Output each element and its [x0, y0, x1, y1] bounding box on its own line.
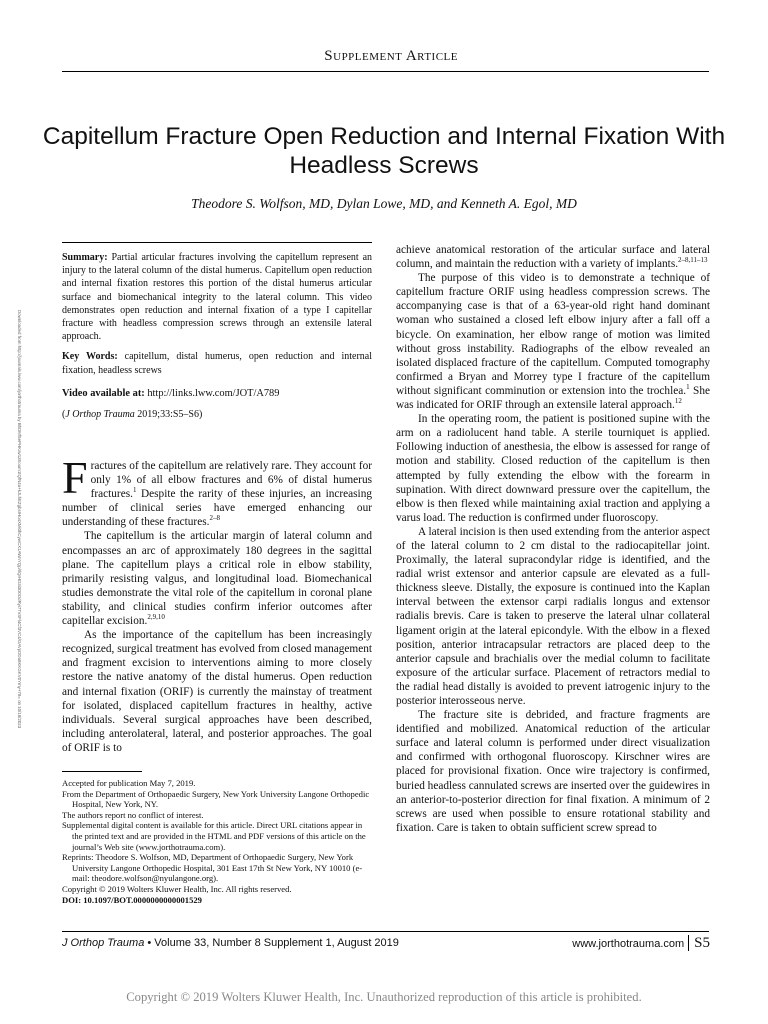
- footnotes: [62, 778, 374, 905]
- paragraph: As the importance of the capitellum has been increasingly recognized, surgical treatment has evolved from closed management and fragment excision to interventions aiming to more closely restore the native anatomy of the distal humerus. Open reduction and internal fixation (ORIF) is currently the mainstay of treatment for isolated, displaced capitellum fractures in healthy, active individuals. Several surgical approaches have been described, including anterolateral, lateral, and posterior approaches. The goal of ORIF is to: [62, 629, 372, 754]
- citation-ref: 1: [686, 383, 690, 392]
- footnote: Accepted for publication May 7, 2019.: [62, 778, 196, 788]
- keywords: [62, 350, 372, 376]
- paragraph: [396, 271, 710, 412]
- footer-site: [572, 935, 710, 952]
- footnote-rule: [62, 771, 142, 772]
- article-title: Capitellum Fracture Open Reduction and Internal Fixation With Headless Screws: [42, 123, 726, 179]
- author-list: Theodore S. Wolfson, MD, Dylan Lowe, MD, and Kenneth A. Egol, MD: [191, 196, 577, 211]
- right-column-body: [396, 243, 710, 835]
- keywords-text: capitellum, distal humerus, open reduction and internal fixation, headless screws: [62, 351, 373, 376]
- footnote: Copyright © 2019 Wolters Kluwer Health, Inc. All rights reserved.: [62, 883, 292, 894]
- citation-ref: 2,9,10: [147, 613, 165, 622]
- video-label: Video available at:: [62, 387, 145, 399]
- left-column-body: [62, 452, 372, 755]
- citation: (J Orthop Trauma 2019;33:S5–S6): [62, 409, 203, 421]
- footer-url[interactable]: www.jorthotrauma.com: [572, 938, 685, 950]
- text-run: Despite the rarity of these injuries, an increasing number of clinical series have emerged enhancing our understanding of these fractures.: [62, 488, 372, 529]
- footer-journal-info: [62, 937, 399, 949]
- drop-cap: F: [62, 452, 88, 503]
- paragraph: In the operating room, the patient is positioned supine with the arm on a radiolucent hand table. A sterile tourniquet is applied. Following induction of anesthesia, the elbow is assessed for range of motion and stability. Closed reduction of the capitellum is then attempted by fully extending the elbow with the forearm in supination. With direct downward pressure over the capitellum, the elbow is then flexed while maintaining axial traction and applying a varus load. The reduction is confirmed under fluoroscopy.: [396, 413, 710, 524]
- video-link[interactable]: http://links.lww.com/JOT/A789: [147, 387, 280, 399]
- text-run: achieve anatomical restoration of the articular surface and lateral column, and maintain the reduction with a variety of implants.: [396, 244, 710, 271]
- paragraph: A lateral incision is then used extending from the anterior aspect of the lateral column to 2 cm distal to the radiocapitellar joint. Proximally, the lateral supracondylar ridge is identified, and the radial wrist extensor and anterior capsule are elevated as a full-thickness sleeve. Distally, the exposure is continued into the Kaplan interval between the extensor carpi radialis longus and extensor radialis brevis. Care is taken to preserve the lateral ulnar collateral ligament origin at the lateral epicondyle. With the elbow in a flexed position, anterior intracapsular retractors are placed deep to the anterior capsule and brachialis over the medial column to facilitate exposure of the articular surface. Placement of retractors medial to the radial head distally is avoided to prevent iatrogenic injury to the posterior interosseous nerve.: [396, 525, 710, 707]
- text-run: ractures of the capitellum are relatively rare. They account for only 1% of all elbow fractures and 6% of distal humerus fractures.: [90, 460, 372, 501]
- text-run: She was indicated for ORIF through an extensile lateral approach.: [396, 384, 710, 412]
- doi-text[interactable]: DOI: 10.1097/BOT.0000000000001529: [62, 894, 202, 905]
- footnote: From the Department of Orthopaedic Surgery, New York University Langone Orthopedic Hospital, New York, NY.: [62, 788, 370, 810]
- text-run: The purpose of this video is to demonstrate a technique of capitellum fracture ORIF using headless compression screws. The accompanying case is that of a 63-year-old right hand dominant woman who sustained a closed left elbow injury after a fall off a bicycle. On examination, her elbow range of motion was limited without gross instability. Radiographs of the elbow revealed an isolated displaced fracture of the capitellum. Computed tomography confirmed a Bryan and Morrey type I fracture of the capitellum without significant comminution or extension into the trochlea.: [396, 272, 710, 397]
- download-watermark: Downloaded from http://journals.lww.com/jorthotrauma by BhDMf5ePHKav1zEoum1tQfN4a+kJLhEZgbsIHo4XMi0hCywCX1AWnYQp/IlQrHD3i3D0OdRyi7TvSFl4Cf3VC4/OAVpDDa8KKGKV0Ymy+78= on 10/18/2023: [17, 310, 22, 729]
- abstract-box: [62, 242, 372, 421]
- footnote: Supplemental digital content is available for this article. Direct URL citations appear in the printed text and are provided in the HTML and PDF versions of this article on the journal’s Web site (www.jorthotrauma.com).: [62, 820, 366, 852]
- header-rule: [62, 71, 709, 72]
- text-run: The capitellum is the articular margin of lateral column and encompasses an arc of approximately 180 degrees in the sagittal plane. The capitellum plays a critical role in elbow stability, primarily resisting valgus, and longitudinal load. Biomechanical studies demonstrate the vital role of the capitellum in coronal plane stability, and clinical studies confirm inferior outcomes after capitellar excision.: [62, 530, 372, 628]
- paragraph: [62, 529, 372, 628]
- footnote: The authors report no conflict of interest.: [62, 809, 204, 820]
- section-label: Supplement Article: [324, 48, 458, 64]
- citation-ref: 1: [132, 486, 137, 495]
- footnote: Reprints: Theodore S. Wolfson, MD, Department of Orthopaedic Surgery, New York University Langone Orthopedic Hospital, 301 East 17th St New York, NY 10010 (e-mail: theodore.wolfson@nyulangone.org).: [62, 852, 363, 884]
- keywords-label: Key Words:: [62, 351, 118, 363]
- footer-journal: J Orthop Trauma: [62, 937, 145, 949]
- citation-details: 2019;33:S5–S6): [137, 409, 203, 421]
- footer-issue: • Volume 33, Number 8 Supplement 1, August 2019: [144, 937, 399, 949]
- paragraph: The fracture site is debrided, and fracture fragments are identified and mobilized. Anatomical reduction of the articular surface and lateral column is performed under direct visualization and confirmed with orthogonal fluoroscopy. Kirschner wires are placed for provisional fixation. Once wire trajectory is confirmed, buried headless cannulated screws are inserted over the guidewires in an anterior-to-posterior direction for final fixation. A minimum of 2 screws are used when possible to ensure rotational stability and fixation. Care is taken to obtain sufficient screw spread to: [396, 709, 710, 834]
- copyright-notice: Copyright © 2019 Wolters Kluwer Health, Inc. Unauthorized reproduction of this article is prohibited.: [126, 990, 642, 1004]
- citation-journal: J Orthop Trauma: [65, 409, 135, 421]
- citation-ref: 12: [674, 397, 682, 406]
- citation-ref: 2–8,11–13: [678, 256, 708, 265]
- page-number: S5: [688, 935, 710, 951]
- summary-text: Partial articular fractures involving the capitellum represent an injury to the lateral column of the distal humerus. Capitellum open reduction and internal fixation restores this portion of the distal humerus articular surface and biomechanical integrity to the lateral column. This video demonstrates open reduction and internal fixation of a type I capitellar fracture with headless compression screws through an extensile lateral approach.: [62, 252, 373, 343]
- summary-label: Summary:: [62, 252, 108, 263]
- video-link-line: [62, 387, 372, 400]
- abstract-summary: [62, 251, 372, 343]
- citation-ref: 2–8: [209, 514, 220, 523]
- paragraph: [396, 243, 710, 271]
- paragraph: [62, 452, 372, 529]
- footer-rule: [62, 931, 709, 932]
- doi: [62, 895, 374, 906]
